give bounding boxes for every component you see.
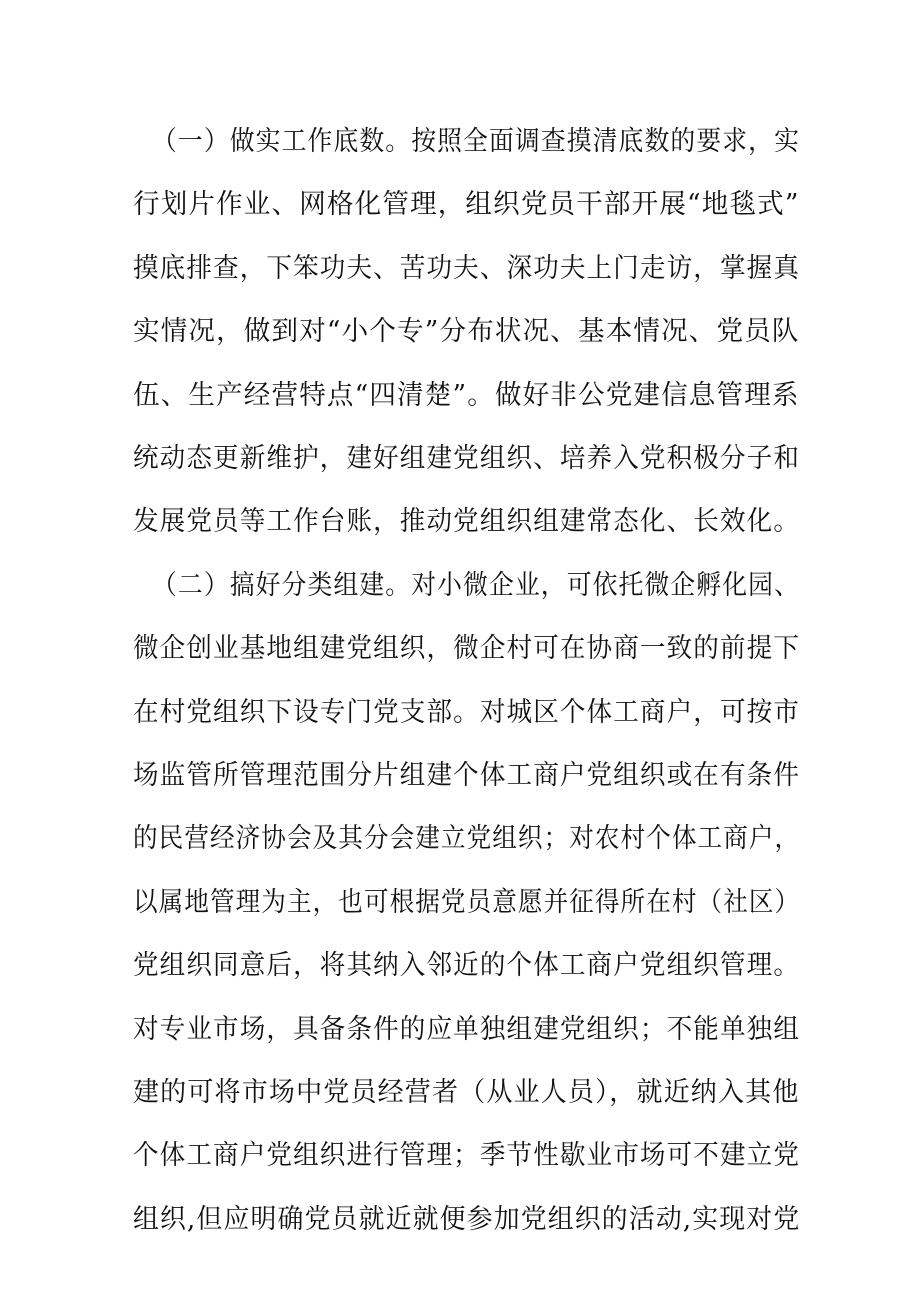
paragraph-line: 伍、生产经营特点“四清楚”。做好非公党建信息管理系: [133, 380, 800, 411]
paragraph-line: 行划片作业、网格化管理，组织党员干部开展“地毯式”: [133, 189, 800, 220]
paragraph-line: （二）搞好分类组建。对小微企业，可依托微企孵化园、: [152, 570, 800, 601]
paragraph-line: 发展党员等工作台账，推动党组织组建常态化、长效化。: [133, 506, 800, 537]
paragraph-line: 统动态更新维护，建好组建党组织、培养入党积极分子和: [133, 443, 800, 474]
paragraph-line: 的民营经济协会及其分会建立党组织；对农村个体工商户，: [133, 823, 801, 854]
paragraph-line: 对专业市场，具备条件的应单独组建党组织；不能单独组: [133, 1014, 800, 1045]
paragraph-line: 场监管所管理范围分片组建个体工商户党组织或在有条件: [133, 760, 800, 791]
paragraph-line: 摸底排查，下笨功夫、苦功夫、深功夫上门走访，掌握真: [133, 253, 800, 284]
paragraph-line: 组织,但应明确党员就近就便参加党组织的活动,实现对党: [133, 1204, 801, 1235]
paragraph-line: 以属地管理为主，也可根据党员意愿并征得所在村（社区）: [133, 887, 801, 918]
paragraph-line: （一）做实工作底数。按照全面调查摸清底数的要求，实: [152, 126, 800, 157]
paragraph-line: 微企创业基地组建党组织，微企村可在协商一致的前提下: [133, 633, 800, 664]
paragraph-line: 在村党组织下设专门党支部。对城区个体工商户，可按市: [133, 697, 800, 728]
paragraph-line: 实情况，做到对“小个专”分布状况、基本情况、党员队: [133, 316, 800, 347]
paragraph-line: 个体工商户党组织进行管理；季节性歇业市场可不建立党: [133, 1140, 800, 1171]
paragraph-line: 党组织同意后，将其纳入邻近的个体工商户党组织管理。: [133, 950, 800, 981]
paragraph-line: 建的可将市场中党员经营者（从业人员），就近纳入其他: [133, 1077, 800, 1108]
